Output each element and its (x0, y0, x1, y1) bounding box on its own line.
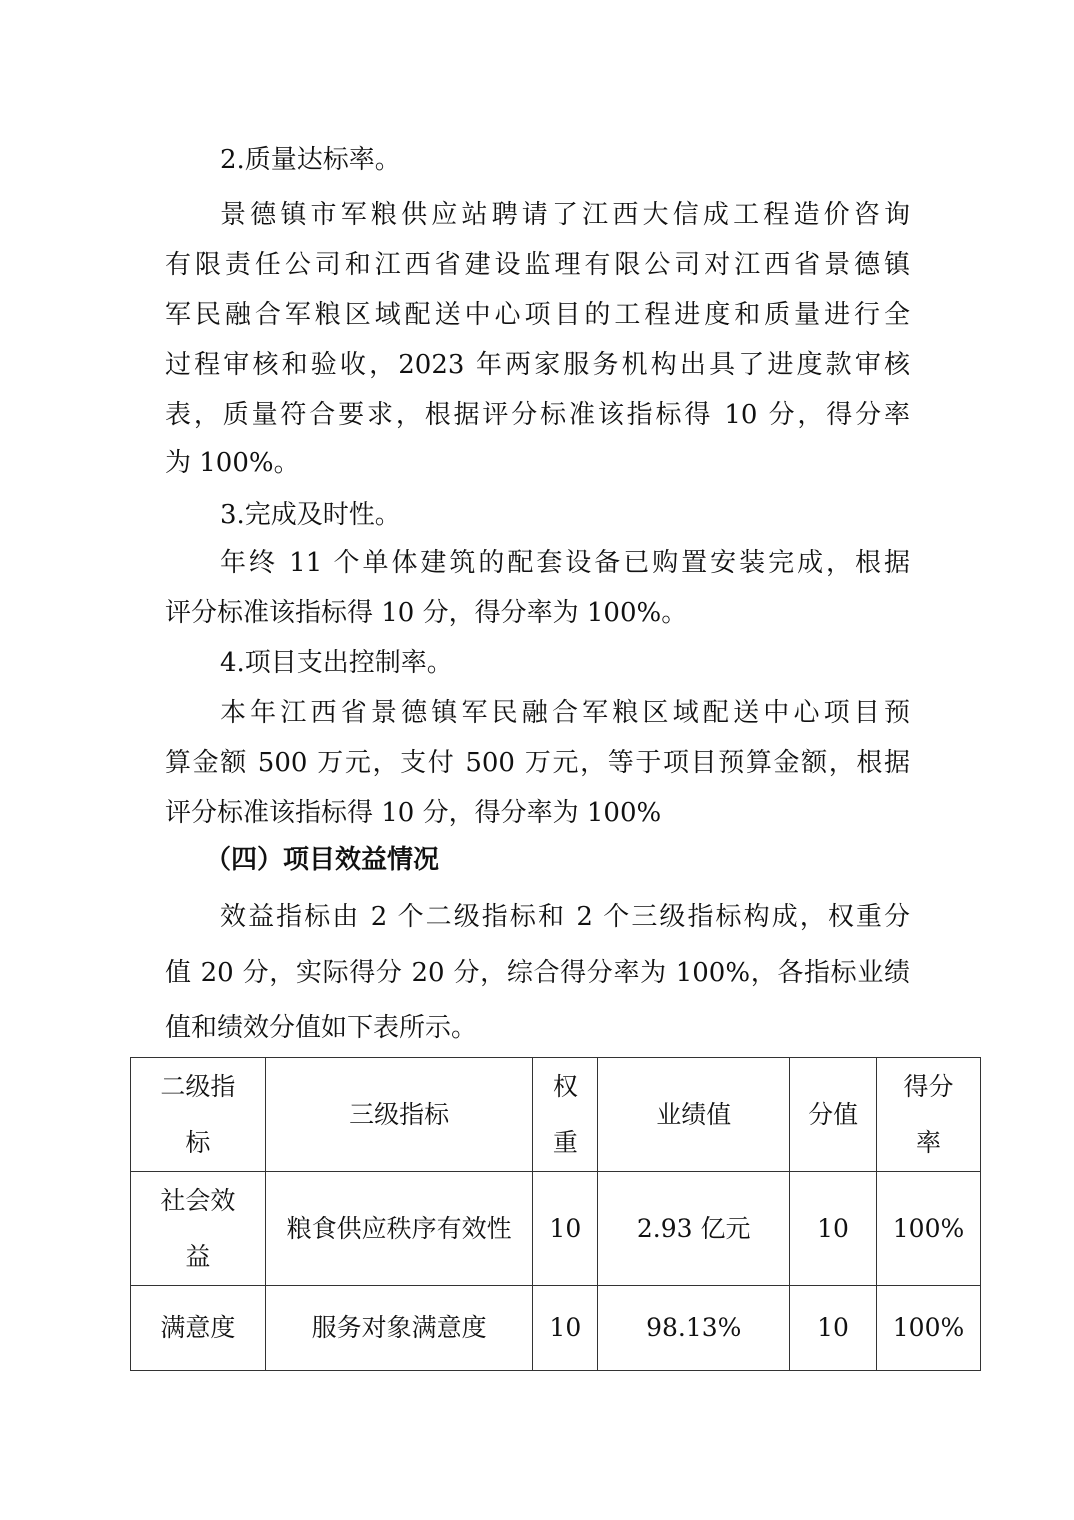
paragraph-line: 表，质量符合要求，根据评分标准该指标得 10 分，得分率 (165, 400, 910, 430)
table-row (131, 1286, 981, 1371)
paragraph-line: 值和绩效分值如下表所示。 (165, 1013, 478, 1043)
subheading: 4.项目支出控制率。 (220, 648, 453, 678)
table-row (131, 1172, 981, 1286)
benefit-indicator-table (130, 1057, 981, 1371)
paragraph-line: 有限责任公司和江西省建设监理有限公司对江西省景德镇 (165, 250, 910, 280)
cell: 100% (877, 1286, 981, 1371)
cell: 98.13% (598, 1286, 790, 1371)
cell: 满意度 (131, 1286, 266, 1371)
paragraph-line: 过程审核和验收，2023 年两家服务机构出具了进度款审核 (165, 350, 910, 380)
cell: 社会效益 (131, 1172, 266, 1286)
paragraph-line: 为 100%。 (165, 448, 300, 478)
paragraph-line: 值 20 分，实际得分 20 分，综合得分率为 100%，各指标业绩 (165, 958, 910, 988)
paragraph-line: 军民融合军粮区域配送中心项目的工程进度和质量进行全 (165, 300, 910, 330)
cell: 10 (790, 1286, 877, 1371)
header-cell: 二级指标 (131, 1058, 266, 1172)
cell: 10 (790, 1172, 877, 1286)
paragraph-line: 景德镇市军粮供应站聘请了江西大信成工程造价咨询 (220, 200, 910, 230)
cell: 10 (533, 1172, 598, 1286)
header-cell: 业绩值 (598, 1058, 790, 1172)
subheading: 3.完成及时性。 (220, 500, 401, 530)
header-cell: 分值 (790, 1058, 877, 1172)
cell: 粮食供应秩序有效性 (265, 1172, 533, 1286)
cell: 2.93 亿元 (598, 1172, 790, 1286)
section-heading: （四）项目效益情况 (205, 845, 440, 875)
paragraph-line: 评分标准该指标得 10 分，得分率为 100%。 (165, 598, 688, 628)
table-header-row (131, 1058, 981, 1172)
paragraph-line: 本年江西省景德镇军民融合军粮区域配送中心项目预 (220, 698, 910, 728)
subheading: 2.质量达标率。 (220, 145, 401, 175)
paragraph-line: 评分标准该指标得 10 分，得分率为 100% (165, 798, 662, 828)
cell: 服务对象满意度 (265, 1286, 533, 1371)
header-cell: 权重 (533, 1058, 598, 1172)
paragraph-line: 年终 11 个单体建筑的配套设备已购置安装完成，根据 (220, 548, 910, 578)
header-cell: 三级指标 (265, 1058, 533, 1172)
paragraph-line: 算金额 500 万元，支付 500 万元，等于项目预算金额，根据 (165, 748, 910, 778)
cell: 100% (877, 1172, 981, 1286)
cell: 10 (533, 1286, 598, 1371)
header-cell: 得分率 (877, 1058, 981, 1172)
paragraph-line: 效益指标由 2 个二级指标和 2 个三级指标构成，权重分 (220, 902, 910, 932)
